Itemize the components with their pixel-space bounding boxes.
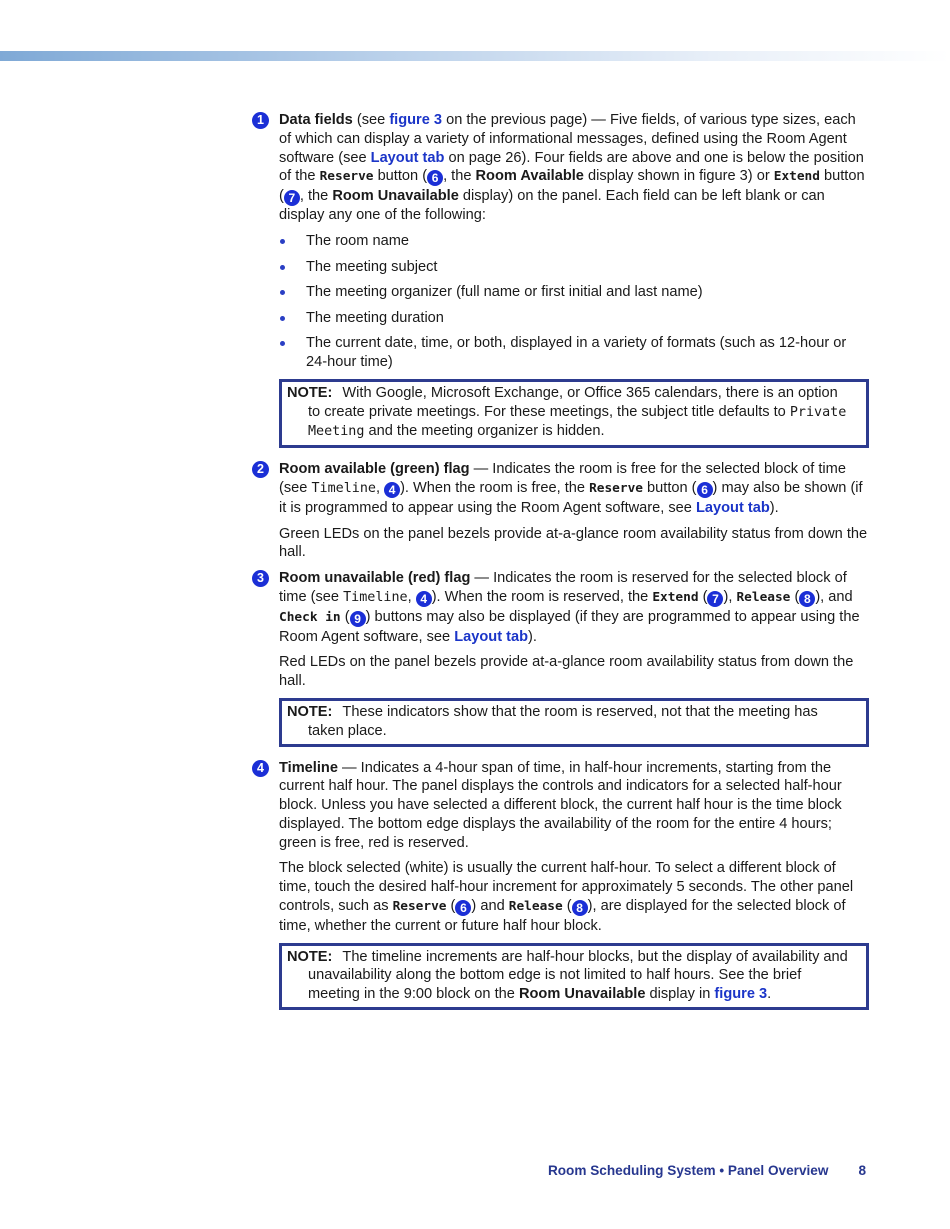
figure-3-link[interactable]: figure 3 xyxy=(714,986,768,1003)
callout-number-2: 2 xyxy=(252,461,269,478)
callout-4-paragraph xyxy=(279,759,869,853)
inline-callout-6: 6 xyxy=(455,900,471,916)
text-run: ( xyxy=(790,588,800,605)
inline-callout-7: 7 xyxy=(707,591,723,607)
timeline-code: Timeline xyxy=(311,480,376,496)
callout-3-room-unavailable-flag xyxy=(257,569,869,746)
list-item-text: The meeting organizer (full name or first initial and last name) xyxy=(306,284,703,301)
private-meeting-code: Private Meeting xyxy=(308,404,847,440)
note-label: NOTE: xyxy=(287,703,333,720)
inline-callout-8: 8 xyxy=(572,900,588,916)
layout-tab-link[interactable]: Layout tab xyxy=(454,628,528,645)
text-run: , the xyxy=(299,188,333,205)
red-led-paragraph: Red LEDs on the panel bezels provide at-a-glance room availability status from down the hall. xyxy=(279,654,854,690)
text-run: — Indicates a 4-hour span of time, in half-hour increments, starting from the current half hour. The panel displays the controls and indicators for a selected half-hour block. Unless you have selected a different block, the current half hour is the time block displayed. The bottom edge displays the availability of the room for the entire 4 hours; green is free, red is reserved. xyxy=(279,759,842,851)
callout-2-paragraph xyxy=(279,460,869,517)
bullet-icon xyxy=(280,290,285,295)
text-run: on page 26). Four fields are above and one is below the position of the xyxy=(279,149,864,185)
text-run: button ( xyxy=(643,479,697,496)
release-button-name: Release xyxy=(736,589,791,605)
page-number: 8 xyxy=(858,1163,866,1178)
text-run: button ( xyxy=(279,168,865,205)
callout-1-title: Data fields xyxy=(279,112,353,128)
note-text: These indicators show that the room is reserved, not that the meeting has taken place. xyxy=(308,703,818,739)
inline-callout-8: 8 xyxy=(799,591,815,607)
list-item-text: The meeting duration xyxy=(306,309,444,326)
text-run: ) buttons may also be displayed (if they are programmed to appear using the Room Agent software, see xyxy=(279,608,860,645)
callout-2-title: Room available (green) flag xyxy=(279,461,470,478)
callout-number-3: 3 xyxy=(252,570,269,587)
note-text: display in xyxy=(645,986,715,1003)
inline-callout-7: 7 xyxy=(284,190,300,206)
note-text: With Google, Microsoft Exchange, or Office 365 calendars, there is an option to create private meetings. For these meetings, the subject title defaults to xyxy=(308,384,838,420)
text-run: on the previous page) — Five fields, of various type sizes, each of which can display a variety of informational messages, defined using the Room Agent software (see xyxy=(279,112,856,166)
note-text: and the meeting organizer is hidden. xyxy=(364,423,605,440)
inline-callout-6: 6 xyxy=(697,482,713,498)
extend-button-name: Extend xyxy=(652,589,699,605)
text-run: display shown in figure 3) or xyxy=(583,168,774,185)
text-run: display) on the panel. Each field can be left blank or can display any one of the following: xyxy=(279,188,825,224)
note-text: . xyxy=(767,986,772,1003)
page-content xyxy=(257,111,869,1022)
note-box-indicators xyxy=(279,698,869,747)
figure-3-link[interactable]: figure 3 xyxy=(389,112,443,128)
layout-tab-link[interactable]: Layout tab xyxy=(695,499,770,516)
text-run: — Indicates the room is reserved for the selected block of time (see xyxy=(279,570,847,605)
footer-title: Room Scheduling System • Panel Overview xyxy=(547,1163,829,1178)
text-run: ) and xyxy=(471,898,509,915)
callout-1-data-fields xyxy=(257,111,869,448)
list-item-text: The current date, time, or both, displayed in a variety of formats (such as 12-hour or 24-hour time) xyxy=(306,335,847,371)
text-run: ( xyxy=(562,898,572,915)
text-run: (see xyxy=(352,112,390,128)
inline-callout-4: 4 xyxy=(416,591,432,607)
reserve-button-name: Reserve xyxy=(392,899,447,915)
text-run: , the xyxy=(443,168,476,185)
inline-callout-4: 4 xyxy=(384,482,400,498)
text-run: ). When the room is free, the xyxy=(400,479,590,496)
room-available-label: Room Available xyxy=(475,168,584,185)
bullet-icon xyxy=(280,265,285,270)
note-box-timeline-increments xyxy=(279,943,869,1010)
text-run: ), are displayed for the selected block of time, whether the current or future half hour block. xyxy=(279,898,846,934)
list-item xyxy=(279,283,869,302)
bullet-icon xyxy=(280,239,285,244)
text-run: ( xyxy=(698,588,708,605)
callout-3-title: Room unavailable (red) flag xyxy=(279,570,471,587)
list-item xyxy=(279,232,869,251)
list-item-text: The meeting subject xyxy=(306,258,438,275)
text-run: The block selected (white) is usually the current half-hour. To select a different block of time, touch the desired half-hour increment for approximately 5 seconds. The other panel controls, such as xyxy=(279,860,854,915)
check-in-button-name: Check in xyxy=(279,609,341,625)
text-run: , xyxy=(375,479,385,496)
text-run: ( xyxy=(340,608,350,625)
text-run: button ( xyxy=(373,168,428,185)
text-run: ( xyxy=(446,898,456,915)
field-options-list xyxy=(279,232,869,372)
callout-number-1: 1 xyxy=(252,112,269,129)
text-run: ), and xyxy=(815,588,853,605)
callout-3-paragraph xyxy=(279,569,869,646)
extend-button-name: Extend xyxy=(773,169,820,185)
list-item xyxy=(279,258,869,277)
text-run: ). xyxy=(769,499,779,516)
page-footer xyxy=(548,1162,866,1181)
callout-4-title: Timeline xyxy=(279,759,338,776)
text-run: , xyxy=(407,588,416,605)
note-label: NOTE: xyxy=(287,384,333,401)
text-run: ), xyxy=(723,588,737,605)
inline-callout-6: 6 xyxy=(427,170,443,186)
room-unavailable-label: Room Unavailable xyxy=(518,986,646,1003)
callout-1-paragraph xyxy=(279,111,869,225)
header-gradient-band xyxy=(0,51,950,61)
bullet-icon xyxy=(280,341,285,346)
callout-number-4: 4 xyxy=(252,760,269,777)
text-run: ) may also be shown (if it is programmed to appear using the Room Agent software, see xyxy=(279,479,863,516)
reserve-button-name: Reserve xyxy=(589,480,643,496)
note-box-private-meetings xyxy=(279,379,869,448)
release-button-name: Release xyxy=(508,899,563,915)
callout-2-room-available-flag xyxy=(257,460,869,562)
text-run: ). xyxy=(528,628,537,645)
note-label: NOTE: xyxy=(287,948,333,965)
callout-4-timeline xyxy=(257,759,869,1011)
list-item xyxy=(279,309,869,328)
list-item-text: The room name xyxy=(306,232,410,249)
room-unavailable-label: Room Unavailable xyxy=(332,188,459,205)
timeline-selection-paragraph xyxy=(279,859,869,935)
reserve-button-name: Reserve xyxy=(319,169,374,185)
green-led-paragraph: Green LEDs on the panel bezels provide at-a-glance room availability status from down the hall. xyxy=(279,525,868,561)
text-run: ). When the room is reserved, the xyxy=(431,588,653,605)
list-item xyxy=(279,334,869,372)
note-text: The timeline increments are half-hour blocks, but the display of availability and unavailability along the bottom edge is not limited to half hours. See the brief meeting in the 9:00 block on the xyxy=(308,948,848,1003)
layout-tab-link[interactable]: Layout tab xyxy=(370,149,445,166)
inline-callout-9: 9 xyxy=(350,611,366,627)
text-run: — Indicates the room is free for the selected block of time (see xyxy=(279,461,846,496)
bullet-icon xyxy=(280,316,285,321)
timeline-code: Timeline xyxy=(343,589,408,605)
